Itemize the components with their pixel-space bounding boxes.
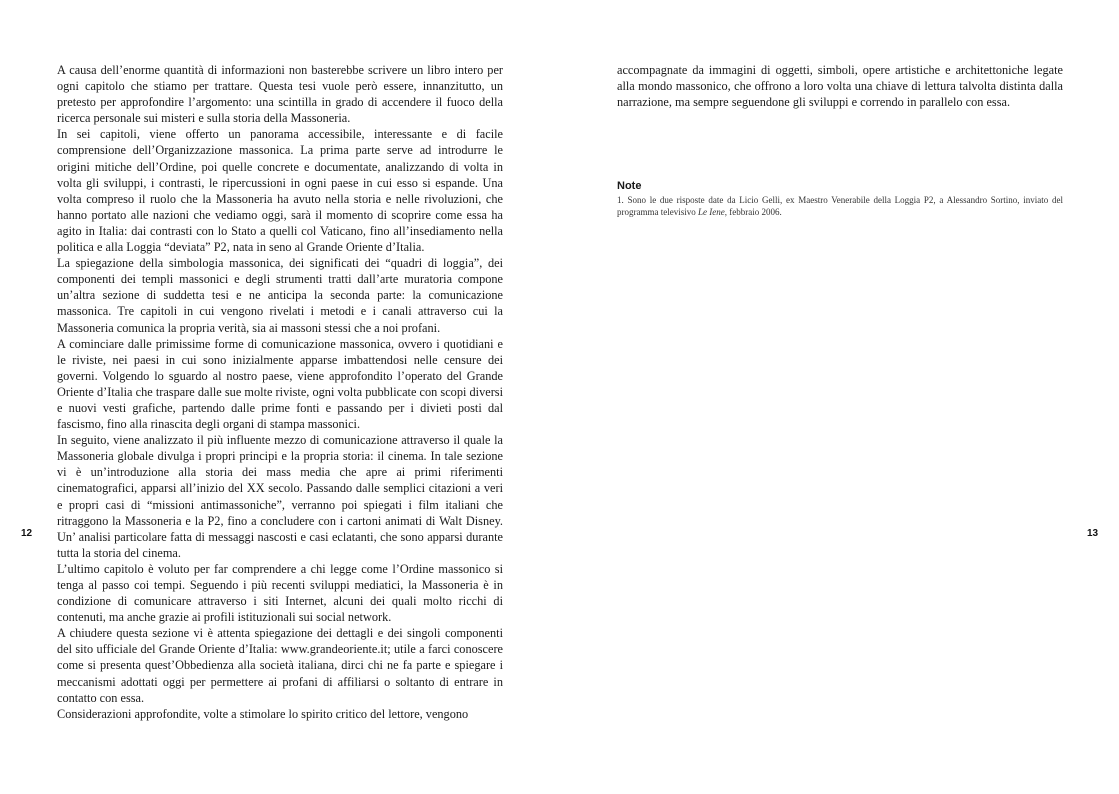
paragraph: A chiudere questa sezione vi è attenta spiegazione dei dettagli e dei singoli componenti del sito ufficiale del Grande Oriente d’Italia: www.grandeoriente.it; utile a farci conoscere come si presenta quest’Obbedienza alla società italiana, dirci chi ne fa parte e spiegare i meccanismi adottati oggi per permettere ai profani di affiliarsi o soltanto di entrare in contatto con essa. [57, 626, 503, 705]
footnotes [617, 180, 1063, 218]
paragraph: In seguito, viene analizzato il più influente mezzo di comunicazione attraverso il quale la Massoneria globale divulga i propri principi e la propria storia: il cinema. In tale sezione vi è un’introduzione alla storia dei mass media che apre ai primi riferimenti cinematografici, apparsi all’inizio del XX secolo. Passando dalle semplici citazioni a veri e propri casi di “missioni antimassoniche”, verranno poi spiegati i film italiani che ritraggono la Massoneria e la P2, fino a concludere con i cartoni animati di Walt Disney. Un’ analisi particolare fatta di messaggi nascosti e casi eclatanti, che sono apparsi durante tutta la storia del cinema. [57, 433, 503, 560]
paragraph: Considerazioni approfondite, volte a stimolare lo spirito critico del lettore, vengono [57, 706, 469, 721]
footnote-text: 1. Sono le due risposte date da Licio Gelli, ex Maestro Venerabile della Loggia P2, a Alessandro Sortino, inviato del programma televisivo [617, 195, 1063, 217]
page-number-right: 13 [1087, 528, 1099, 539]
paragraph: L’ultimo capitolo è voluto per far comprendere a chi legge come l’Ordine massonico si tenga al passo coi tempi. Seguendo i più recenti sviluppi mediatici, la Massoneria è in condizione di comunicare attraverso i siti Internet, alcuni dei quali molto ricchi di contenuti, ma anche grazie ai profili istituzionali sui social network. [57, 561, 503, 625]
right-page [560, 0, 1119, 794]
paragraph: In sei capitoli, viene offerto un panorama accessibile, interessante e di facile comprensione dell’Organizzazione massonica. La prima parte serve ad introdurre le origini mitiche dell’Ordine, poi quelle concrete e documentate, analizzando di volta in volta gli sviluppi, i contrasti, le ripercussioni in ogni paese in cui esso si espande. Una volta compreso il ruolo che la Massoneria ha avuto nella storia e nelle rivoluzioni, che hanno portato alle nazioni che vediamo oggi, sarà il momento di scoprire come essa ha agito in Italia: dai contrasti con lo Stato a quelli col Vaticano, fino all’insediamento nella politica e alla Loggia “deviata” P2, nata in seno al Grande Oriente d’Italia. [57, 127, 503, 255]
footnote-program-title: Le Iene [697, 207, 725, 217]
paragraph: accompagnate da immagini di oggetti, simboli, opere artistiche e architettoniche legate alla mondo massonico, che offrono a loro volta una chiave di lettura talvolta distinta dalla narrazione, ma sempre seguendone gli sviluppi e correndo in parallelo con essa. [617, 63, 1063, 110]
footnote-item [617, 194, 1063, 218]
notes-heading: Note [617, 180, 642, 192]
paragraph: A cominciare dalle primissime forme di comunicazione massonica, ovvero i quotidiani e le riviste, nei paesi in cui sono inizialmente apparse imbattendosi nelle censure dei governi. Volgendo lo sguardo al nostro paese, viene approfondito l’operato del Grande Oriente d’Italia che traspare dalle sue molte riviste, ogni volta pubblicate con scopi diversi e nuovi vesti grafiche, partendo dalle prime fonti e passando per i divieti posti dal fascismo, fino alla rinascita degli organi di stampa massonici. [57, 336, 503, 432]
paragraph: A causa dell’enorme quantità di informazioni non basterebbe scrivere un libro intero per ogni capitolo che stiamo per trattare. Questa tesi vuole però essere, innanzitutto, un pretesto per approfondire l’argomento: una scintilla in grado di accendere il fuoco della ricerca personale sui misteri e sulla storia della Massoneria. [57, 63, 503, 126]
page-number-left: 12 [21, 528, 33, 539]
footnote-date: , febbraio 2006. [724, 207, 782, 217]
paragraph: La spiegazione della simbologia massonica, dei significati dei “quadri di loggia”, dei componenti dei templi massonici e degli strumenti tratti dall’arte muratoria compone un’altra sezione di suddetta tesi e ne anticipa la seconda parte: la comunicazione massonica. Tre capitoli in cui vengono rivelati i metodi e i canali attraverso cui la Massoneria comunica la propria verità, sia ai massoni stessi che a noi profani. [57, 256, 503, 335]
left-page-body [57, 62, 503, 722]
right-page-body [617, 62, 1063, 110]
